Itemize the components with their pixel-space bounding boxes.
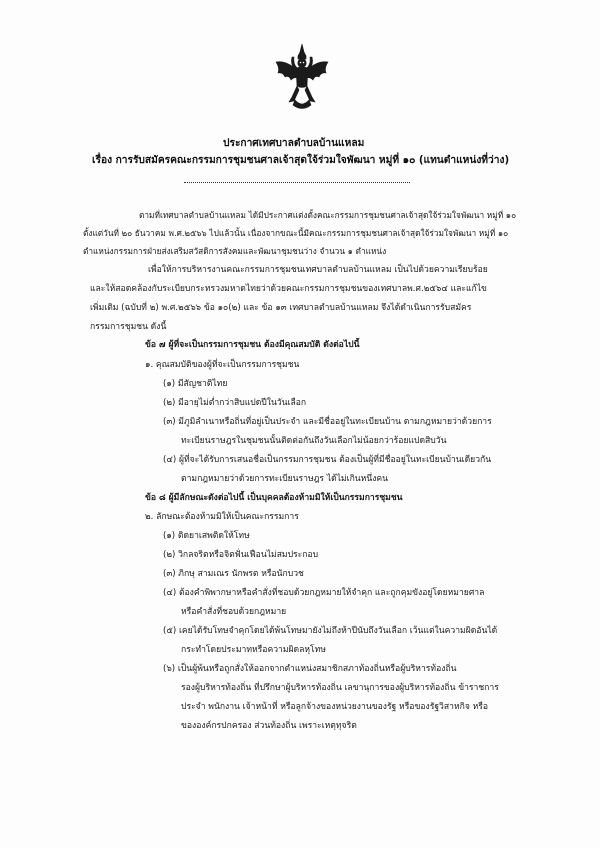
clause-7-item-continued: ตามกฎหมายว่าด้วยการทะเบียนราษฎร ได้ไม่เกินหนึ่งคน <box>181 474 389 484</box>
document-subject: เรื่อง การรับสมัครคณะกรรมการชุมชนศาลเจ้าสุดใจ้ร่วมใจพัฒนา หมู่ที่ ๑๐ (แทนตำแหน่งที่ว่าง) <box>92 155 510 166</box>
purpose-line: กรรมการชุมชน ดังนี้ <box>90 322 167 332</box>
clause-7-item: (๑) มีสัญชาติไทย <box>163 379 228 389</box>
title-separator <box>184 182 410 183</box>
clause-8-item-continued: ขององค์กรปกครอง ส่วนท้องถิ่น เพราะเหตุทุจริต <box>181 721 357 731</box>
purpose-line: เพื่อให้การบริหารงานคณะกรรมการชุมชนเทศบาลตำบลบ้านแหลม เป็นไปด้วยความเรียบร้อย <box>148 265 488 275</box>
clause-8-item: (๒) วิกลจริตหรือจิตฟั่นเฟือนไม่สมประกอบ <box>163 550 319 560</box>
clause-8-item: (๖) เป็นผู้พ้นหรือถูกสั่งให้ออกจากตำแหน่งสมาชิกสภาท้องถิ่นหรือผู้บริหารท้องถิ่น <box>163 664 457 674</box>
clause-8-item: (๑) ติดยาเสพติดให้โทษ <box>163 531 250 541</box>
clause-8-item-continued: รองผู้บริหารท้องถิ่น ที่ปรึกษาผู้บริหารท้องถิ่น เลขานุการของผู้บริหารท้องถิ่น ข้าราชการ <box>181 683 499 693</box>
clause-8-item: (๓) ภิกษุ สามเณร นักพรต หรือนักบวช <box>163 569 304 579</box>
clause-8-item-continued: หรือคำสั่งที่ชอบด้วยกฎหมาย <box>181 607 287 617</box>
intro-line: ตั้งแต่วันที่ ๒๐ ธันวาคม พ.ศ.๒๕๖๖ ไปแล้วนั้น เนื่องจากขณะนี้มีคณะกรรมการชุมชนศาลเจ้าสุดใจ้ร่วมใจพัฒนา หมู่ที่ ๑๐ <box>83 228 509 238</box>
clause-8-item-continued: ประจำ พนักงาน เจ้าหน้าที่ หรือลูกจ้างของหน่วยงานของรัฐ หรือของรัฐวิสาหกิจ หรือ <box>181 702 489 712</box>
clause-7-item-continued: ทะเบียนราษฎรในชุมชนนั้นติดต่อกันถึงวันเลือกไม่น้อยกว่าร้อยแปดสิบวัน <box>181 436 447 446</box>
clause-8-heading: ข้อ ๘ ผู้มีลักษณะดังต่อไปนี้ เป็นบุคคลต้องห้ามมิให้เป็นกรรมการชุมชน <box>145 493 403 503</box>
intro-line: ตามที่เทศบาลตำบลบ้านแหลม ได้มีประกาศแต่งตั้งคณะกรรมการชุมชนศาลเจ้าสุดใจ้ร่วมใจพัฒนา หมู่ที่ ๑๐ <box>139 210 517 220</box>
purpose-line: เพิ่มเติม (ฉบับที่ ๒) พ.ศ.๒๕๖๖ ข้อ ๑๐(๒) และ ข้อ ๑๓ เทศบาลตำบลบ้านแหลม จึงได้ดำเนินการรับสมัคร <box>90 303 472 313</box>
clause-8-subheading: ๒. ลักษณะต้องห้ามมิให้เป็นคณะกรรมการ <box>145 512 299 522</box>
purpose-line: และให้สอดคล้องกับระเบียบกระทรวงมหาดไทยว่าด้วยคณะกรรมการชุมชนของเทศบาลพ.ศ.๒๕๖๔ และแก้ไข <box>90 284 487 294</box>
clause-8-item: (๕) เคยได้รับโทษจำคุกโดยได้พ้นโทษมายังไม่ถึงห้าปีนับถึงวันเลือก เว้นแต่ในความผิดอันได้ <box>163 626 498 636</box>
garuda-emblem-icon <box>273 42 331 112</box>
clause-7-subheading: ๑. คุณสมบัติของผู้ที่จะเป็นกรรมการชุมชน <box>145 360 300 370</box>
clause-8-item-continued: กระทำโดยประมาทหรือความผิดลหุโทษ <box>181 645 326 655</box>
intro-line: ตำแหน่งกรรมการฝ่ายส่งเสริมสวัสดิการสังคมและพัฒนาชุมชนว่าง จำนวน ๑ ตำแหน่ง <box>83 246 387 256</box>
clause-7-heading: ข้อ ๗ ผู้ที่จะเป็นกรรมการชุมชน ต้องมีคุณสมบัติ ดังต่อไปนี้ <box>145 340 360 350</box>
clause-7-item: (๓) มีภูมิลำเนาหรือถิ่นที่อยู่เป็นประจำ และมีชื่ออยู่ในทะเบียนบ้าน ตามกฎหมายว่าด้วยการ <box>163 417 492 427</box>
clause-8-item: (๔) ต้องคำพิพากษาหรือคำสั่งที่ชอบด้วยกฎหมายให้จำคุก และถูกคุมขังอยู่โดยหมายศาล <box>163 588 485 598</box>
document-title: ประกาศเทศบาลตำบลบ้านแหลม <box>223 138 365 149</box>
clause-7-item: (๒) มีอายุไม่ต่ำกว่าสิบแปดปีในวันเลือก <box>163 398 307 408</box>
clause-7-item: (๔) ผู้ที่จะได้รับการเสนอชื่อเป็นกรรมการชุมชน ต้องเป็นผู้ที่มีชื่ออยู่ในทะเบียนบ้านเดียวกัน <box>163 455 492 465</box>
